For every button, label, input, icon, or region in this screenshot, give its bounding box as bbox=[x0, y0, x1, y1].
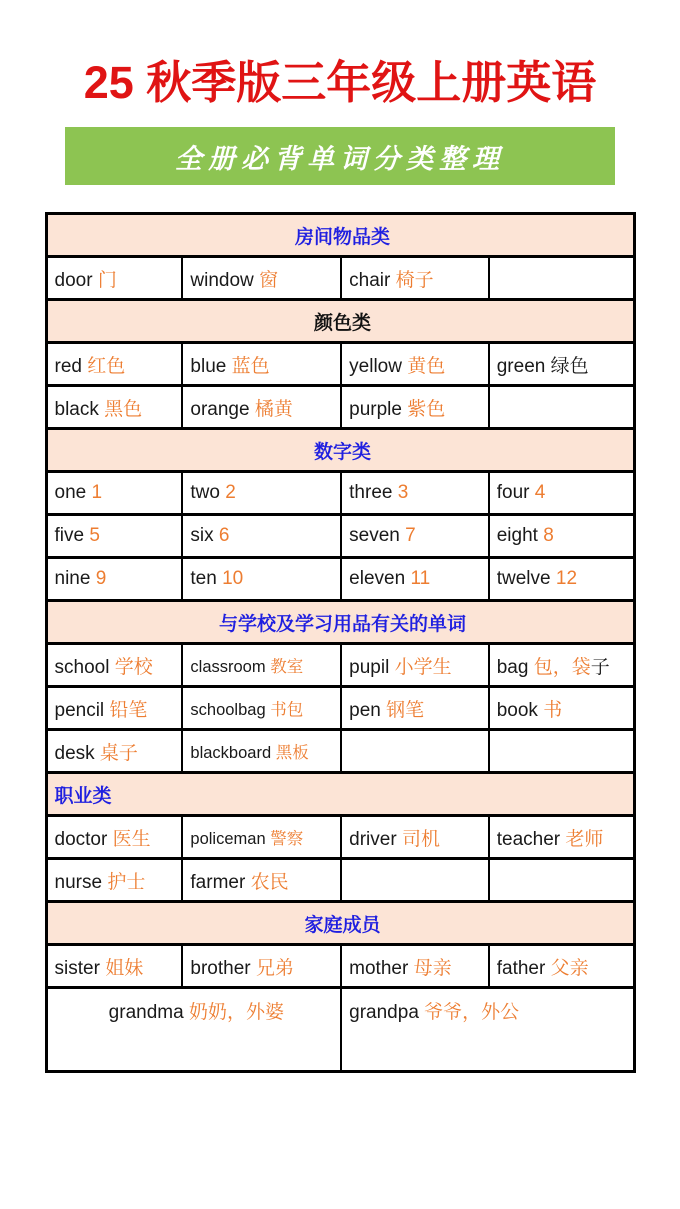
section-row bbox=[46, 773, 634, 816]
chinese-translation: 椅子 bbox=[395, 269, 434, 291]
vocab-cell bbox=[341, 386, 489, 429]
english-word: school bbox=[54, 656, 115, 678]
vocab-cell bbox=[182, 816, 341, 859]
english-word: chair bbox=[349, 269, 396, 291]
chinese-translation: 2 bbox=[225, 482, 236, 503]
chinese-translation: 教室 bbox=[270, 658, 304, 676]
vocab-cell bbox=[489, 472, 634, 515]
vocab-cell bbox=[46, 859, 182, 902]
vocab-cell bbox=[489, 859, 634, 902]
chinese-translation: 6 bbox=[218, 525, 230, 546]
table-row bbox=[46, 816, 634, 859]
section-header: 职业类 bbox=[46, 773, 634, 816]
chinese-translation: 护士 bbox=[107, 871, 146, 893]
vocab-cell bbox=[489, 343, 634, 386]
table-row bbox=[46, 257, 634, 300]
english-word: pencil bbox=[54, 699, 110, 721]
section-row bbox=[46, 300, 634, 343]
english-word: teacher bbox=[496, 828, 566, 850]
vocab-cell bbox=[341, 515, 489, 558]
chinese-translation: 兄弟 bbox=[255, 957, 294, 979]
section-row bbox=[46, 214, 634, 257]
page-title: 25 秋季版三年级上册英语 bbox=[83, 57, 597, 108]
section-row bbox=[46, 601, 634, 644]
english-word: six bbox=[190, 525, 219, 546]
vocab-cell bbox=[489, 945, 634, 988]
chinese-translation: 铅笔 bbox=[109, 699, 148, 721]
english-word: three bbox=[349, 482, 398, 503]
table-row bbox=[46, 945, 634, 988]
english-word: green 绿色 bbox=[496, 355, 589, 377]
chinese-translation: 警察 bbox=[270, 830, 304, 848]
chinese-translation: 书 bbox=[543, 699, 563, 721]
chinese-translation: 姐妹 bbox=[105, 957, 144, 979]
english-word: classroom bbox=[190, 658, 271, 676]
english-word: schoolbag bbox=[190, 701, 271, 719]
english-word: sister bbox=[54, 957, 106, 979]
vocab-cell bbox=[341, 816, 489, 859]
vocab-cell bbox=[341, 644, 489, 687]
vocab-cell bbox=[489, 687, 634, 730]
english-word: two bbox=[190, 482, 226, 503]
chinese-translation: 7 bbox=[405, 525, 416, 546]
english-word: orange bbox=[190, 398, 255, 420]
chinese-translation: 11 bbox=[410, 568, 431, 589]
chinese-translation: 4 bbox=[534, 482, 546, 503]
chinese-translation: 学校 bbox=[114, 656, 153, 678]
english-word: father bbox=[496, 957, 551, 979]
chinese-translation: 司机 bbox=[401, 828, 440, 850]
english-word: eleven bbox=[349, 568, 411, 589]
chinese-translation: 黄色 bbox=[407, 355, 446, 377]
english-word: grandpa bbox=[349, 1002, 425, 1023]
chinese-translation: 老师 bbox=[565, 828, 604, 850]
chinese-translation: 爷爷，外公 bbox=[424, 1002, 520, 1023]
chinese-translation: 书包 bbox=[270, 701, 304, 719]
vocab-cell bbox=[341, 687, 489, 730]
vocab-cell bbox=[46, 644, 182, 687]
subtitle-banner bbox=[65, 127, 615, 185]
vocab-cell bbox=[341, 859, 489, 902]
vocab-cell bbox=[46, 558, 182, 601]
english-word: blue bbox=[190, 355, 232, 377]
english-word: four bbox=[496, 482, 535, 503]
chinese-translation: 窗 bbox=[259, 269, 279, 291]
chinese-translation: 蓝色 bbox=[231, 355, 270, 377]
chinese-translation: 黑色 bbox=[104, 398, 143, 420]
vocab-cell bbox=[489, 386, 634, 429]
vocab-cell bbox=[341, 343, 489, 386]
vocab-cell bbox=[489, 257, 634, 300]
vocab-cell bbox=[489, 515, 634, 558]
section-header: 数字类 bbox=[46, 429, 634, 472]
table-row bbox=[46, 472, 634, 515]
english-word: ten bbox=[190, 568, 223, 589]
english-word: desk bbox=[54, 742, 100, 764]
english-word: door bbox=[54, 269, 98, 291]
english-word: mother bbox=[349, 957, 414, 979]
chinese-translation: 奶奶，外婆 bbox=[188, 1002, 284, 1023]
chinese-translation: 9 bbox=[95, 568, 107, 589]
vocab-cell bbox=[489, 816, 634, 859]
table-row bbox=[46, 687, 634, 730]
chinese-translation: 黑板 bbox=[275, 744, 309, 762]
vocab-cell bbox=[182, 343, 341, 386]
chinese-translation: 桌子 bbox=[99, 742, 138, 764]
chinese-translation: 10 bbox=[222, 568, 244, 589]
section-header: 与学校及学习用品有关的单词 bbox=[46, 601, 634, 644]
vocab-cell bbox=[341, 730, 489, 773]
vocab-cell bbox=[182, 644, 341, 687]
chinese-translation: 母亲 bbox=[413, 957, 452, 979]
vocab-cell bbox=[182, 730, 341, 773]
english-word: brother bbox=[190, 957, 256, 979]
vocab-cell bbox=[46, 386, 182, 429]
vocab-cell bbox=[182, 558, 341, 601]
chinese-translation: 橘黄 bbox=[254, 398, 293, 420]
section-header: 家庭成员 bbox=[46, 902, 634, 945]
vocab-cell bbox=[46, 343, 182, 386]
english-word: doctor bbox=[54, 828, 113, 850]
table-row bbox=[46, 558, 634, 601]
english-word: twelve bbox=[496, 568, 556, 589]
vocab-cell bbox=[182, 687, 341, 730]
vocab-cell bbox=[341, 257, 489, 300]
chinese-translation: 12 bbox=[555, 568, 578, 589]
english-word: seven bbox=[349, 525, 406, 546]
english-word: yellow bbox=[349, 355, 408, 377]
vocab-cell bbox=[489, 558, 634, 601]
vocab-cell bbox=[489, 730, 634, 773]
vocabulary-table bbox=[45, 212, 636, 1073]
vocab-cell bbox=[46, 730, 182, 773]
english-word: 子 bbox=[590, 656, 610, 678]
english-word: window bbox=[190, 269, 260, 291]
table-row bbox=[46, 730, 634, 773]
vocab-cell bbox=[182, 945, 341, 988]
chinese-translation: 父亲 bbox=[550, 957, 589, 979]
english-word: five bbox=[54, 525, 90, 546]
english-word: policeman bbox=[190, 830, 271, 848]
english-word: eight bbox=[496, 525, 544, 546]
english-word: farmer bbox=[190, 871, 251, 893]
english-word: book bbox=[496, 699, 544, 721]
english-word: blackboard bbox=[190, 744, 276, 762]
chinese-translation: 包，袋 bbox=[533, 656, 591, 678]
chinese-translation: 3 bbox=[397, 482, 409, 503]
chinese-translation: 农民 bbox=[250, 871, 289, 893]
vocab-cell bbox=[341, 988, 634, 1072]
english-word: red bbox=[54, 355, 88, 377]
vocab-cell bbox=[46, 515, 182, 558]
vocab-cell bbox=[182, 257, 341, 300]
chinese-translation: 8 bbox=[543, 525, 554, 546]
section-header: 房间物品类 bbox=[46, 214, 634, 257]
vocab-cell bbox=[46, 257, 182, 300]
vocab-cell bbox=[341, 472, 489, 515]
english-word: nine bbox=[54, 568, 96, 589]
subtitle-text: 全册必背单词分类整理 bbox=[175, 143, 505, 175]
section-row bbox=[46, 902, 634, 945]
vocab-cell bbox=[46, 945, 182, 988]
english-word: nurse bbox=[54, 871, 108, 893]
table-row bbox=[46, 988, 634, 1072]
english-word: bag bbox=[496, 656, 534, 678]
vocab-cell bbox=[341, 945, 489, 988]
vocab-cell bbox=[182, 386, 341, 429]
english-word: driver bbox=[349, 828, 402, 850]
vocab-cell bbox=[182, 472, 341, 515]
vocab-cell bbox=[182, 859, 341, 902]
vocab-cell bbox=[46, 988, 341, 1072]
english-word: black bbox=[54, 398, 105, 420]
vocab-cell bbox=[341, 558, 489, 601]
chinese-translation: 1 bbox=[91, 482, 103, 503]
table-row bbox=[46, 386, 634, 429]
vocab-cell bbox=[46, 687, 182, 730]
english-word: purple bbox=[349, 398, 408, 420]
english-word: grandma bbox=[108, 1002, 189, 1023]
vocab-cell bbox=[46, 472, 182, 515]
chinese-translation: 5 bbox=[89, 525, 100, 546]
table-row bbox=[46, 644, 634, 687]
table-row bbox=[46, 343, 634, 386]
table-row bbox=[46, 515, 634, 558]
english-word: pen bbox=[349, 699, 387, 721]
english-word: pupil bbox=[349, 656, 395, 678]
table-row bbox=[46, 859, 634, 902]
english-word: one bbox=[54, 482, 92, 503]
chinese-translation: 紫色 bbox=[407, 398, 446, 420]
chinese-translation: 医生 bbox=[112, 828, 151, 850]
vocab-cell bbox=[46, 816, 182, 859]
chinese-translation: 红色 bbox=[87, 355, 126, 377]
section-row bbox=[46, 429, 634, 472]
chinese-translation: 钢笔 bbox=[386, 699, 425, 721]
vocab-cell bbox=[182, 515, 341, 558]
chinese-translation: 门 bbox=[97, 269, 117, 291]
chinese-translation: 小学生 bbox=[394, 656, 452, 678]
vocab-cell bbox=[489, 644, 634, 687]
section-header: 颜色类 bbox=[46, 300, 634, 343]
